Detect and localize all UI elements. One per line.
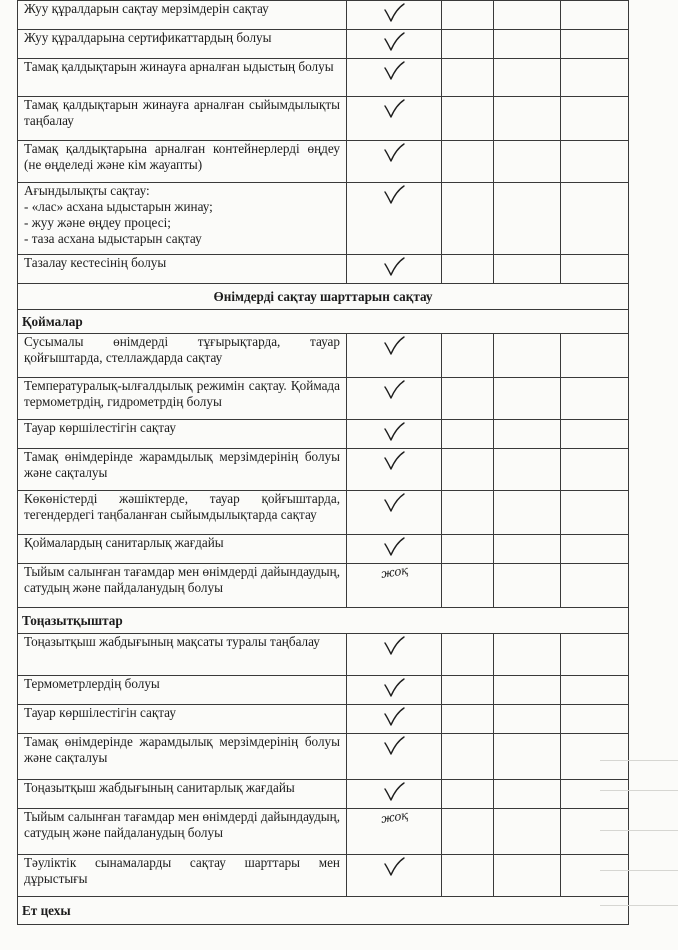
criterion-text: Тәуліктік сынамаларды сақтау шарттары мен дұрыстығы (18, 855, 347, 897)
table-row (18, 449, 629, 491)
criterion-line: - таза асхана ыдыстарын сақтау (24, 231, 202, 246)
table-row (18, 809, 629, 855)
checkmark-icon (382, 334, 406, 358)
table-row (18, 564, 629, 608)
checkmark-icon (382, 59, 406, 83)
inspection-checklist-table (17, 0, 629, 925)
mark-cell (347, 255, 442, 284)
criterion-text: Тыйым салынған тағамдар мен өнімдерді дайындаудың, сатудың және пайдаланудың болуы (18, 564, 347, 608)
mark-cell (347, 97, 442, 141)
table-row (18, 420, 629, 449)
checkmark-icon (382, 183, 406, 207)
mark-cell (347, 1, 442, 30)
criterion-line: Ағындылықты сақтау: (24, 183, 150, 198)
criterion-text: Тамақ өнімдерінде жарамдылық мерзімдерінің болуы және сақталуы (18, 734, 347, 780)
mark-cell (347, 378, 442, 420)
bleed-through-line (600, 790, 678, 791)
subsection-header-row (18, 897, 629, 925)
table-row (18, 97, 629, 141)
checkmark-icon (382, 255, 406, 279)
criterion-text: Жуу құралдарын сақтау мерзімдерін сақтау (18, 1, 347, 30)
criterion-text: Қоймалардың санитарлық жағдайы (18, 535, 347, 564)
criterion-text: Тамақ қалдықтарына арналған контейнерлерді өңдеу (не өңделеді және кім жауапты) (18, 141, 347, 183)
mark-cell (347, 809, 442, 855)
criterion-text: Тауар көршілестігін сақтау (18, 420, 347, 449)
subsection-header-row (18, 310, 629, 334)
checkmark-icon (382, 535, 406, 559)
criterion-text: Тоңазытқыш жабдығының мақсаты туралы таңбалау (18, 634, 347, 676)
subsection-title: Ет цехы (18, 897, 629, 925)
bleed-through-line (600, 905, 678, 906)
criterion-text: Тамақ өнімдерінде жарамдылық мерзімдерінің болуы және сақталуы (18, 449, 347, 491)
table-row (18, 734, 629, 780)
mark-cell (347, 59, 442, 97)
bleed-through-line (600, 830, 678, 831)
criterion-text: Тауар көршілестігін сақтау (18, 705, 347, 734)
mark-cell (347, 491, 442, 535)
checkmark-icon (382, 491, 406, 515)
criterion-text: Термометрлердің болуы (18, 676, 347, 705)
mark-cell (347, 420, 442, 449)
checkmark-icon (382, 676, 406, 700)
criterion-text: Тоңазытқыш жабдығының санитарлық жағдайы (18, 780, 347, 809)
mark-cell (347, 30, 442, 59)
criterion-text: Көкөністерді жәшіктерде, тауар қойғыштарда, тегендердегі таңбаланған сыйымдылықтарда сақтау (18, 491, 347, 535)
checkmark-icon (382, 97, 406, 121)
table-row (18, 491, 629, 535)
mark-cell (347, 183, 442, 255)
handwritten-answer: жоқ (379, 808, 409, 826)
mark-cell (347, 141, 442, 183)
checkmark-icon (382, 30, 406, 54)
table-row (18, 634, 629, 676)
section-title: Өнімдерді сақтау шарттарын сақтау (18, 284, 629, 310)
criterion-line: - «лас» асхана ыдыстарын жинау; (24, 199, 213, 214)
criterion-text (18, 183, 347, 255)
mark-cell (347, 855, 442, 897)
criterion-text: Температуралық-ылғалдылық режимін сақтау. Қоймада термометрдің, гидрометрдің болуы (18, 378, 347, 420)
mark-cell (347, 535, 442, 564)
section-header-row (18, 284, 629, 310)
checkmark-icon (382, 420, 406, 444)
table-row (18, 1, 629, 30)
mark-cell (347, 734, 442, 780)
table-row (18, 59, 629, 97)
checkmark-icon (382, 1, 406, 25)
subsection-header-row (18, 608, 629, 634)
criterion-text: Сусымалы өнімдерді тұғырықтарда, тауар қойғыштарда, стеллаждарда сақтау (18, 334, 347, 378)
bleed-through-line (600, 760, 678, 761)
criterion-text: Тазалау кестесінің болуы (18, 255, 347, 284)
table-row (18, 183, 629, 255)
table-row (18, 141, 629, 183)
subsection-title: Қоймалар (18, 310, 629, 334)
table-row (18, 676, 629, 705)
mark-cell (347, 449, 442, 491)
criterion-line: - жуу және өңдеу процесі; (24, 215, 171, 230)
criterion-text: Тамақ қалдықтарын жинауға арналған сыйымдылықты таңбалау (18, 97, 347, 141)
criterion-text: Тыйым салынған тағамдар мен өнімдерді дайындаудың, сатудың және пайдаланудың болуы (18, 809, 347, 855)
mark-cell (347, 334, 442, 378)
mark-cell (347, 705, 442, 734)
table-row (18, 378, 629, 420)
criterion-text: Жуу құралдарына сертификаттардың болуы (18, 30, 347, 59)
mark-cell (347, 634, 442, 676)
subsection-title: Тоңазытқыштар (18, 608, 629, 634)
table-row (18, 535, 629, 564)
checkmark-icon (382, 449, 406, 473)
mark-cell (347, 780, 442, 809)
table-row (18, 855, 629, 897)
table-row (18, 30, 629, 59)
criterion-text: Тамақ қалдықтарын жинауға арналған ыдыстың болуы (18, 59, 347, 97)
checkmark-icon (382, 855, 406, 879)
checkmark-icon (382, 705, 406, 729)
bleed-through-line (600, 870, 678, 871)
table-row (18, 255, 629, 284)
table-row (18, 334, 629, 378)
handwritten-answer: жоқ (379, 563, 409, 581)
checkmark-icon (382, 780, 406, 804)
table-row (18, 705, 629, 734)
mark-cell (347, 564, 442, 608)
checkmark-icon (382, 141, 406, 165)
checkmark-icon (382, 378, 406, 402)
mark-cell (347, 676, 442, 705)
table-row (18, 780, 629, 809)
checkmark-icon (382, 734, 406, 758)
checkmark-icon (382, 634, 406, 658)
